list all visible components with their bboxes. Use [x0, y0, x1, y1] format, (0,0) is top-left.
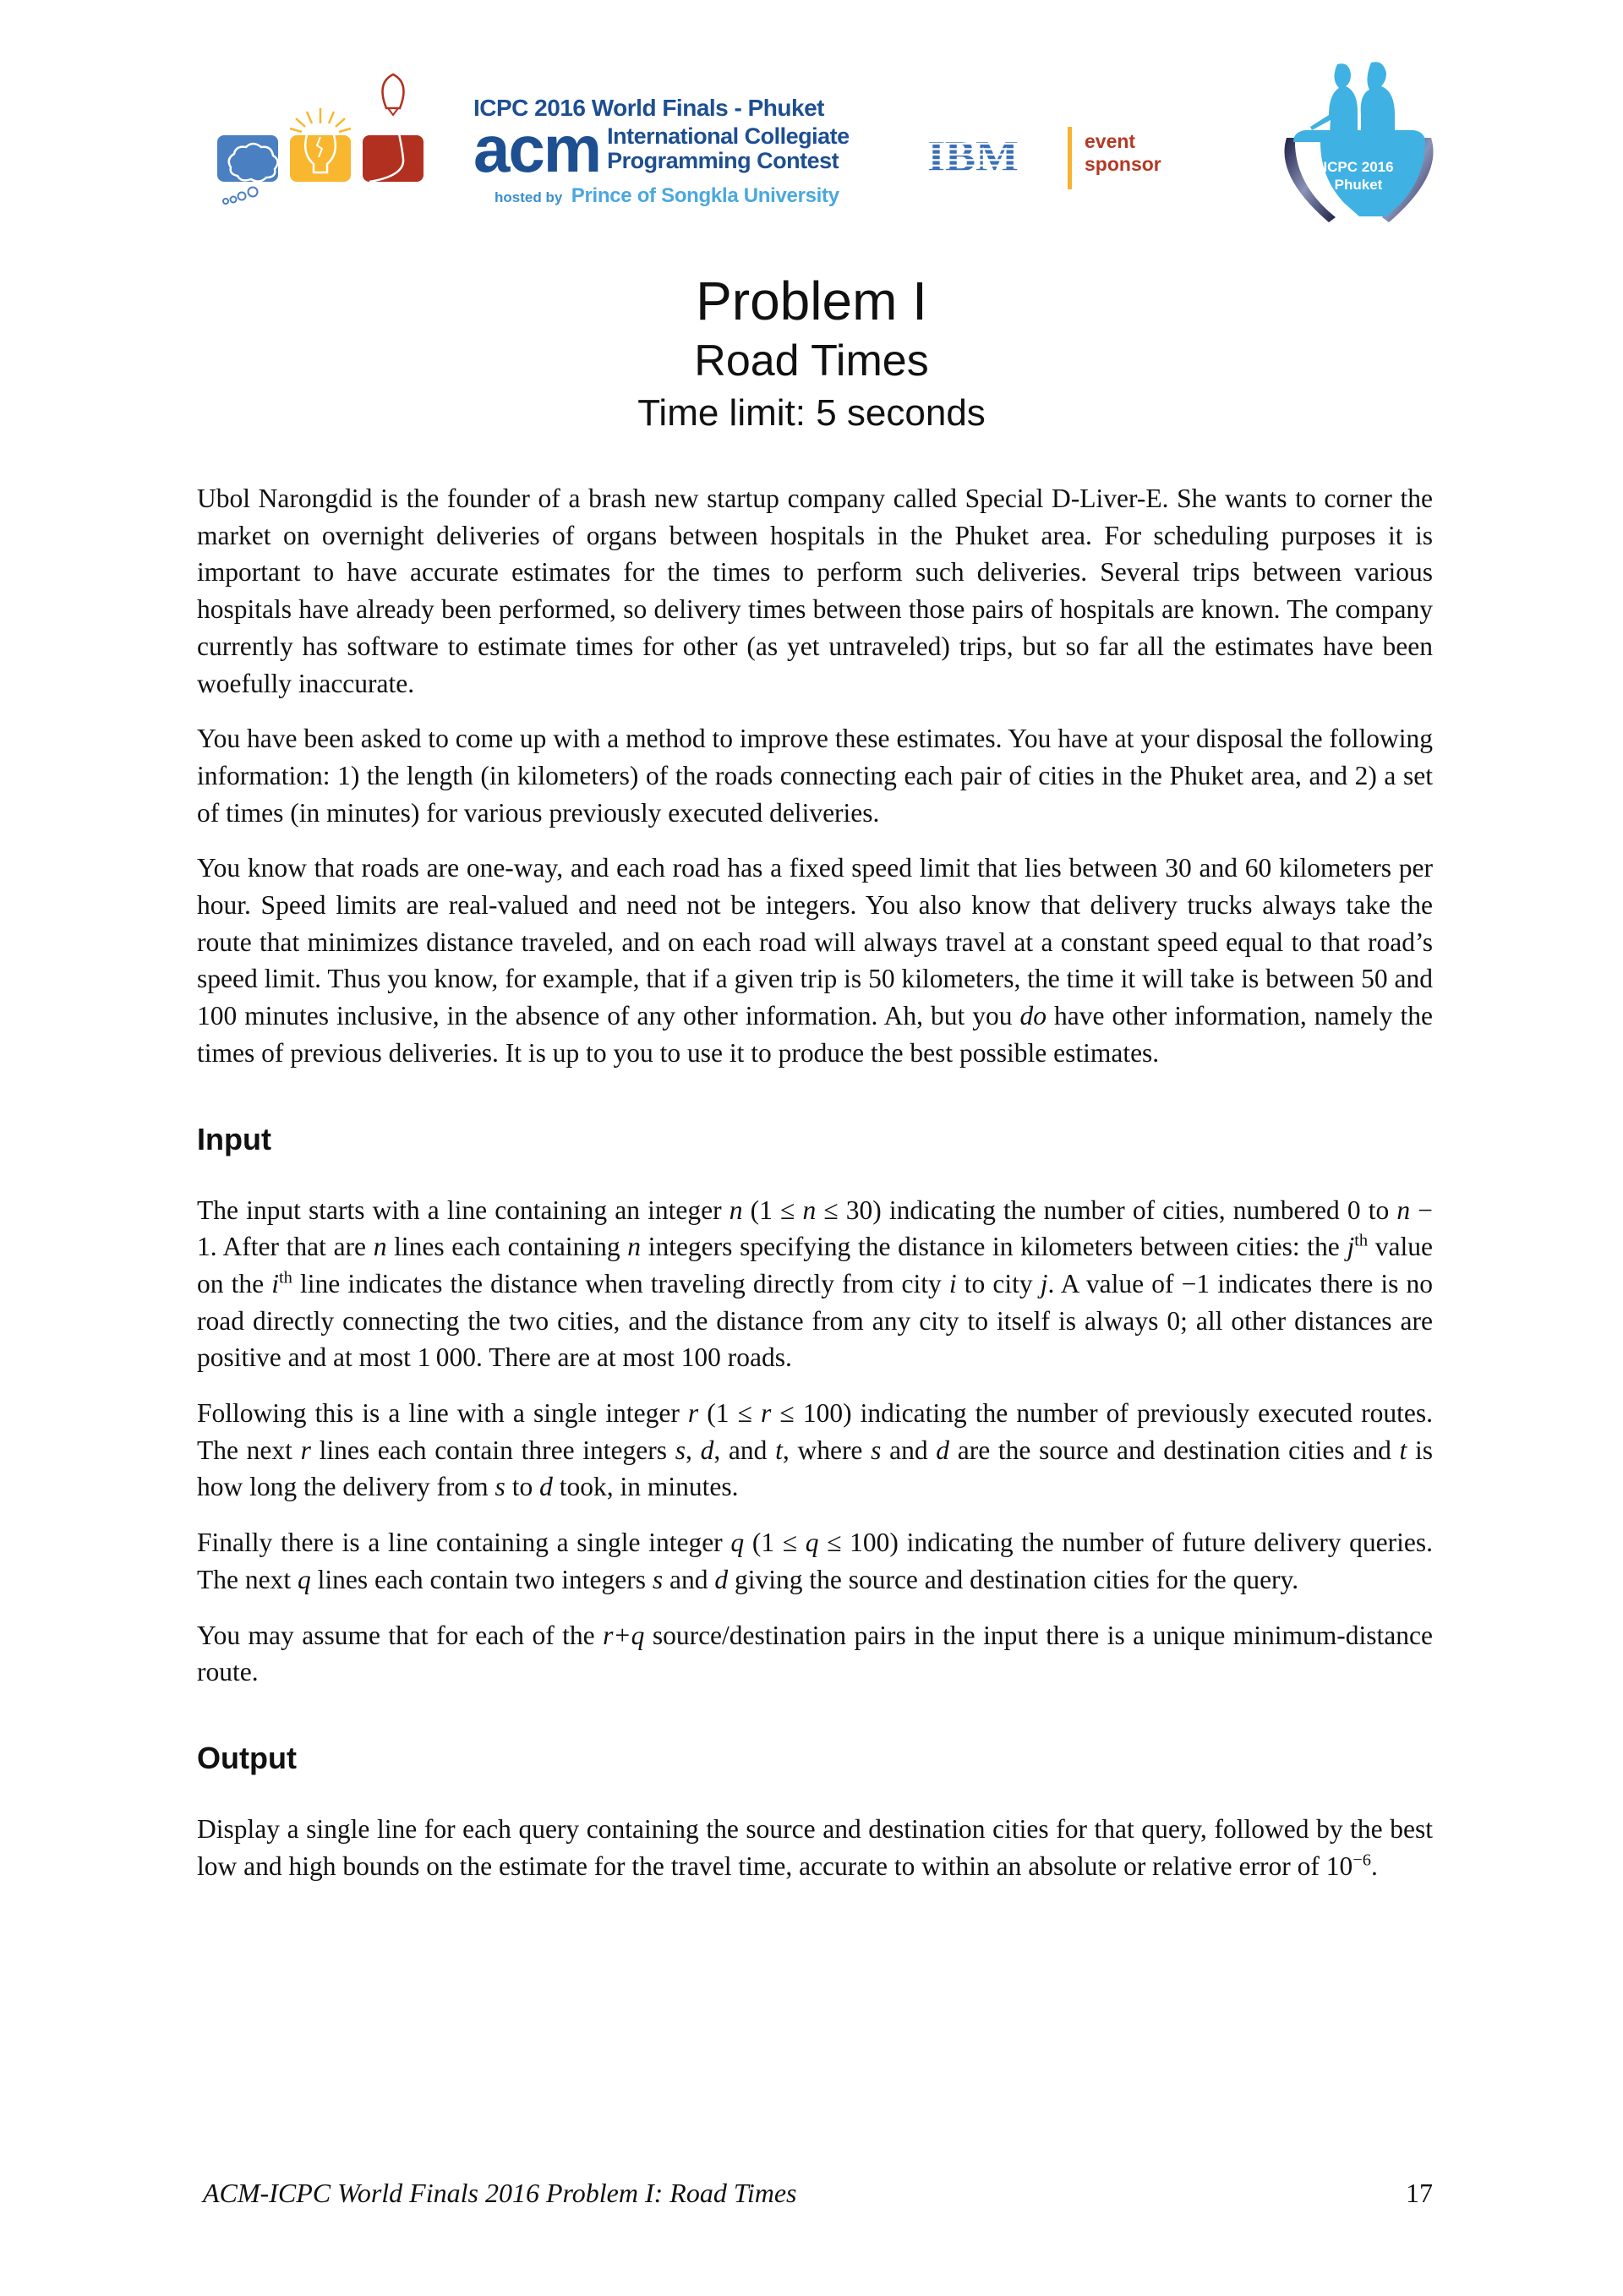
text-run: to city [956, 1268, 1041, 1298]
math-var: n [1396, 1194, 1411, 1225]
icpc-phuket-badge [1268, 57, 1450, 231]
sponsor-label-line2: sponsor [1085, 153, 1161, 175]
math-var: d [700, 1435, 714, 1465]
acm-row [473, 112, 896, 186]
page-footer [203, 2178, 1433, 2209]
problem-statement [197, 480, 1433, 1903]
input-paragraph-1 [197, 1192, 1433, 1377]
yellow-block [290, 135, 351, 182]
intro-paragraph-2: You have been asked to come up with a method to improve these estimates. You have at your disposal the following information: 1) the length (in kilometers) of the roads connecting each pair of cities in the Phuket area, and 2) a set of times (in minutes) for various previously executed deliveries. [197, 724, 1433, 828]
math-var: q [297, 1564, 311, 1594]
emphasis: do [1019, 1001, 1046, 1031]
host-university: Prince of Songkla University [571, 184, 839, 207]
math-var: j [1347, 1232, 1355, 1262]
input-paragraph-4 [197, 1617, 1433, 1691]
text-run: value on the [197, 1232, 1434, 1298]
contest-name-line2: Programming Contest [607, 148, 839, 173]
text-run: − 1. After that are [197, 1194, 1434, 1262]
acm-wordmark: acm [473, 112, 601, 186]
thought-cloud-icon [229, 144, 278, 182]
text-run: , where [782, 1435, 872, 1465]
math-var: d [936, 1435, 950, 1465]
text-run: line indicates the distance when traveling directly from city [292, 1268, 949, 1298]
math-expression: r+q [603, 1620, 645, 1650]
math-var: r [761, 1398, 772, 1429]
page-number: 17 [1406, 2178, 1433, 2208]
text-run: to [505, 1472, 540, 1502]
text-run: ≤ 100) indicating the number of future delivery queries. The next [197, 1528, 1433, 1594]
input-paragraph-2 [197, 1395, 1433, 1506]
output-paragraph-1 [197, 1811, 1433, 1884]
math-var: s [652, 1564, 664, 1594]
math-var: n [373, 1232, 387, 1262]
text-run: Following this is a line with a single integer [197, 1398, 688, 1429]
math-var: s [871, 1435, 882, 1465]
footer-title: ACM-ICPC World Finals 2016 Problem I: Road Times [203, 2178, 797, 2208]
problem-name: Road Times [694, 336, 929, 385]
math-var: d [539, 1472, 553, 1502]
contest-line: ICPC 2016 World Finals - Phuket [473, 95, 824, 121]
text-run: Display a single line for each query containing the source and destination cities for that query, followed by the best low and high bounds on the estimate for the travel time, accurate to within an absolute or relative error of 10 [197, 1813, 1433, 1881]
text-run: integers specifying the distance in kilometers between cities: the [641, 1232, 1347, 1262]
text-run: The input starts with a line containing an integer [197, 1194, 730, 1225]
text-run: and [663, 1564, 715, 1594]
time-limit: Time limit: 5 seconds [637, 392, 986, 434]
text-run: took, in minutes. [552, 1472, 739, 1502]
contest-name-line1: International Collegiate [607, 123, 850, 149]
acm-icpc-logo [473, 95, 896, 208]
math-var: n [802, 1194, 817, 1225]
contest-name [607, 124, 850, 173]
text-run: source/destination pairs in the input there is a unique minimum-distance route. [197, 1620, 1433, 1687]
icpc-blocks-logo [216, 68, 427, 216]
thought-dot [223, 199, 228, 204]
text-run: (1 ≤ [742, 1194, 803, 1225]
ibm-logo [927, 134, 1025, 178]
balloon-icon [383, 74, 404, 108]
math-var: i [948, 1268, 957, 1298]
lightbulb-rays [290, 108, 351, 132]
text-run: (1 ≤ [744, 1528, 806, 1558]
text-run: You may assume that for each of the [197, 1620, 604, 1650]
hosted-by-label: hosted by [495, 189, 563, 205]
text-run: , [685, 1435, 701, 1465]
input-paragraph-3 [197, 1524, 1433, 1598]
text-run: Finally there is a line containing a single integer [197, 1528, 731, 1558]
math-var: r [300, 1435, 311, 1465]
input-heading: Input [197, 1121, 271, 1156]
text-run: . A value of −1 indicates there is no road directly connecting the two cities, and the distance from any city to itself is always 0; all other distances are positive and at most 1 000. There are at most 100 roads. [197, 1268, 1433, 1373]
math-var: d [714, 1564, 729, 1594]
sponsor-label-line1: event [1085, 130, 1136, 152]
text-run: , and [713, 1435, 776, 1465]
text-run: (1 ≤ [698, 1398, 762, 1429]
badge-line1: ICPC 2016 [1323, 159, 1394, 175]
math-var: n [729, 1194, 743, 1225]
text-run: lines each contain three integers [310, 1435, 675, 1465]
event-sponsor-label [1085, 130, 1161, 176]
math-var: s [495, 1472, 505, 1502]
sponsor-divider [1068, 127, 1072, 189]
badge-line2: Phuket [1334, 177, 1383, 193]
intro-paragraph-1: Ubol Narongdid is the founder of a brash new startup company called Special D-Liver-E. She wants to corner the market on overnight deliveries of organs between hospitals in the Phuket area. For scheduling purposes it is important to have accurate estimates for the times to perform such deliveries. Several trips between various hospitals have already been performed, so delivery times between those pairs of hospitals are known. The company currently has software to estimate times for other (as yet untraveled) trips, but so far all the estimates have been woefully inaccurate. [197, 484, 1433, 698]
thought-dot [238, 193, 246, 200]
problem-header [0, 269, 1623, 438]
math-var: r [687, 1398, 699, 1429]
text-run: giving the source and destination cities for the query. [728, 1564, 1299, 1594]
text-run: ≤ 100) indicating the number of previously executed routes. The next [197, 1398, 1433, 1465]
math-var: t [775, 1435, 783, 1465]
intro-paragraph-3 [197, 850, 1433, 1071]
text-run: . [1370, 1850, 1378, 1881]
math-var: i [271, 1268, 279, 1298]
text-run: and [881, 1435, 937, 1465]
text-run: is how long the delivery from [197, 1435, 1434, 1502]
problem-id: Problem I [696, 271, 927, 331]
math-var: t [1399, 1435, 1407, 1465]
text-run: lines each containing [386, 1232, 628, 1262]
math-var: s [675, 1435, 686, 1465]
exponent: −6 [1352, 1850, 1371, 1870]
hosted-by-row [473, 184, 896, 208]
math-var: j [1040, 1268, 1048, 1298]
superscript: th [279, 1268, 292, 1287]
math-var: q [730, 1528, 745, 1558]
output-heading: Output [197, 1740, 297, 1775]
math-var: n [627, 1232, 642, 1262]
thought-dot [249, 188, 258, 197]
text-run: lines each contain two integers [310, 1564, 653, 1594]
text-run: are the source and destination cities and [949, 1435, 1400, 1465]
text-run: have other information, namely the times of previous deliveries. It is up to you to use it to produce the best possible estimates. [197, 1001, 1433, 1068]
ibm-wordmark: IBM [927, 134, 1019, 178]
text-run: You know that roads are one-way, and each road has a fixed speed limit that lies between 30 and 60 kilometers per hour. Speed limits are real-valued and need not be integers. You also know that delivery trucks always take the route that minimizes distance traveled, and on each road will always travel at a constant speed equal to that road’s speed limit. Thus you know, for example, that if a given trip is 50 kilometers, the time it will take is between 50 and 100 minutes inclusive, in the absence of any other information. Ah, but you [197, 853, 1433, 1031]
math-var: q [805, 1528, 819, 1558]
text-run: ≤ 30) indicating the number of cities, numbered 0 to [816, 1194, 1397, 1225]
thought-dot [231, 197, 237, 203]
superscript: th [1354, 1231, 1369, 1250]
